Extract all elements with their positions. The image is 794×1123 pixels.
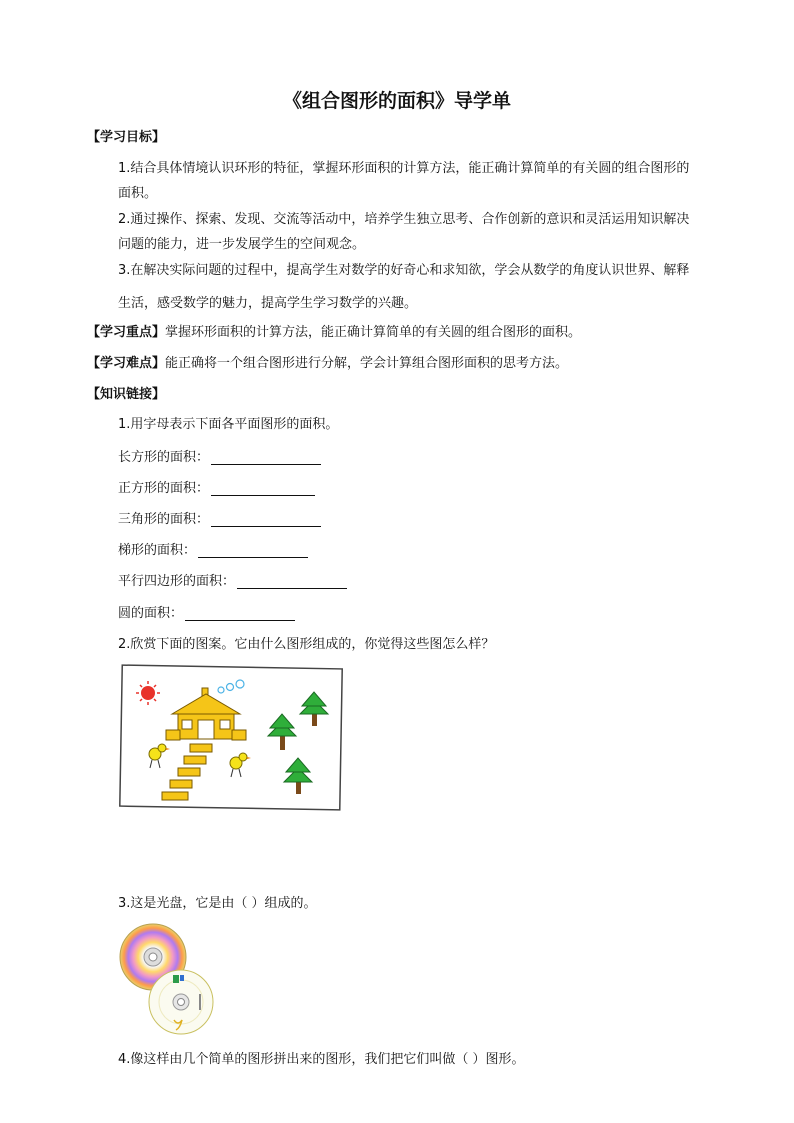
goal-line: 3.在解决实际问题的过程中，提高学生对数学的好奇心和求知欲，学会从数学的角度认识世界、解释	[118, 263, 690, 278]
shape-area-label: 三角形的面积：	[118, 512, 210, 527]
question-4: 4.像这样由几个简单的图形拼出来的图形，我们把它们叫做（ ）图形。	[118, 1052, 525, 1067]
key-point-label: 【学习重点】	[87, 325, 166, 340]
answer-blank[interactable]	[211, 512, 321, 527]
answer-blank[interactable]	[211, 450, 321, 465]
shape-area-label: 平行四边形的面积：	[118, 574, 236, 589]
goal-line: 1.结合具体情境认识环形的特征，掌握环形面积的计算方法，能正确计算简单的有关圆的组合图形的	[118, 161, 690, 176]
shape-area-label: 圆的面积：	[118, 606, 184, 621]
cd-disc-icon	[149, 970, 213, 1034]
cd-picture	[118, 922, 222, 1036]
shape-area-row	[118, 477, 315, 496]
goals-header: 【学习目标】	[87, 130, 166, 145]
composite-scene-picture	[118, 664, 344, 812]
question-3: 3.这是光盘，它是由（ ）组成的。	[118, 896, 317, 911]
page-title: 《组合图形的面积》导学单	[282, 90, 511, 112]
key-point	[87, 321, 581, 340]
question-2: 2.欣赏下面的图案。它由什么图形组成的，你觉得这些图怎么样？	[118, 637, 495, 652]
shape-area-row	[118, 602, 295, 621]
goal-line: 问题的能力，进一步发展学生的空间观念。	[118, 237, 366, 252]
question-1: 1.用字母表示下面各平面图形的面积。	[118, 417, 339, 432]
shape-area-label: 正方形的面积：	[118, 481, 210, 496]
shape-area-label: 梯形的面积：	[118, 543, 197, 558]
shape-area-row	[118, 539, 308, 558]
difficulty-label: 【学习难点】	[87, 356, 166, 371]
shape-area-label: 长方形的面积：	[118, 450, 210, 465]
difficulty-text: 能正确将一个组合图形进行分解，学会计算组合图形面积的思考方法。	[165, 356, 569, 371]
goal-line: 生活，感受数学的魅力，提高学生学习数学的兴趣。	[118, 296, 418, 311]
answer-blank[interactable]	[211, 481, 315, 496]
difficulty	[87, 352, 568, 371]
answer-blank[interactable]	[185, 606, 295, 621]
shape-area-row	[118, 570, 347, 589]
shape-area-row	[118, 446, 321, 465]
goal-line: 2.通过操作、探索、发现、交流等活动中，培养学生独立思考、合作创新的意识和灵活运用知识解决	[118, 212, 690, 227]
knowledge-header: 【知识链接】	[87, 387, 166, 402]
answer-blank[interactable]	[237, 574, 347, 589]
goal-line: 面积。	[118, 186, 158, 201]
shape-area-row	[118, 508, 321, 527]
answer-blank[interactable]	[198, 543, 308, 558]
key-point-text: 掌握环形面积的计算方法，能正确计算简单的有关圆的组合图形的面积。	[165, 325, 582, 340]
